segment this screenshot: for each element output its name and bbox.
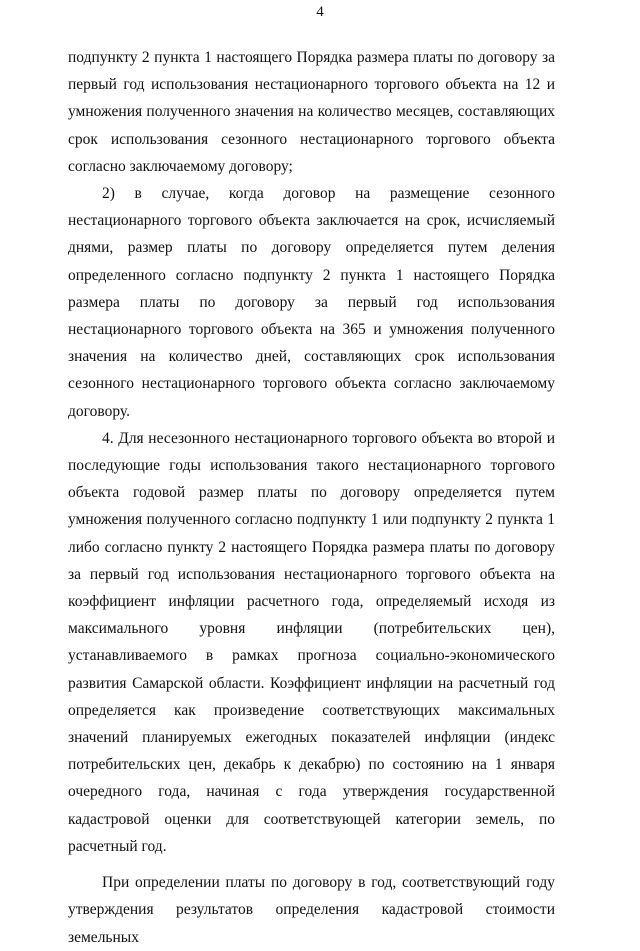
paragraph-section-4: 4. Для несезонного нестационарного торгового объекта во второй и последующие годы использования такого нестационарного торгового объекта годовой размер платы по договору определяется путем умножения полученного согласно подпункту 1 или подпункту 2 пункта 1 либо согласно пункту 2 настоящего Порядка размера платы по договору за первый год использования нестационарного торгового объекта на коэффициент инфляции расчетного года, определяемый исходя из максимального уровня инфляции (потребительских цен), устанавливаемого в рамках прогноза социально-экономического развития Самарской области. Коэффициент инфляции на расчетный год определяется как произведение соответствующих максимальных значений планируемых ежегодных показателей инфляции (индекс потребительских цен, декабрь к декабрю) по состоянию на 1 января очередного года, начиная с года утверждения государственной кадастровой оценки для соответствующей категории земель, по расчетный год. [68, 429, 555, 855]
paragraph-item-2: 2) в случае, когда договор на размещение сезонного нестационарного торгового объекта заключается на срок, исчисляемый днями, размер платы по договору определяется путем деления определенного согласно подпункту 2 пункта 1 настоящего Порядка размера платы по договору за первый год использования нестационарного торгового объекта на 365 и умножения полученного значения на количество дней, составляющих срок использования сезонного нестационарного торгового объекта согласно заключаемому договору. [68, 185, 555, 420]
document-body [68, 44, 555, 951]
paragraph-cadastral: При определении платы по договору в год, соответствующий году утверждения результатов определения кадастровой стоимости земельных [68, 874, 555, 946]
paragraph-continuation: подпункту 2 пункта 1 настоящего Порядка размера платы по договору за первый год использования нестационарного торгового объекта на 12 и умножения полученного значения на количество месяцев, составляющих срок использования сезонного нестационарного торгового объекта согласно заключаемому договору; [68, 49, 555, 175]
page-number: 4 [316, 4, 324, 20]
